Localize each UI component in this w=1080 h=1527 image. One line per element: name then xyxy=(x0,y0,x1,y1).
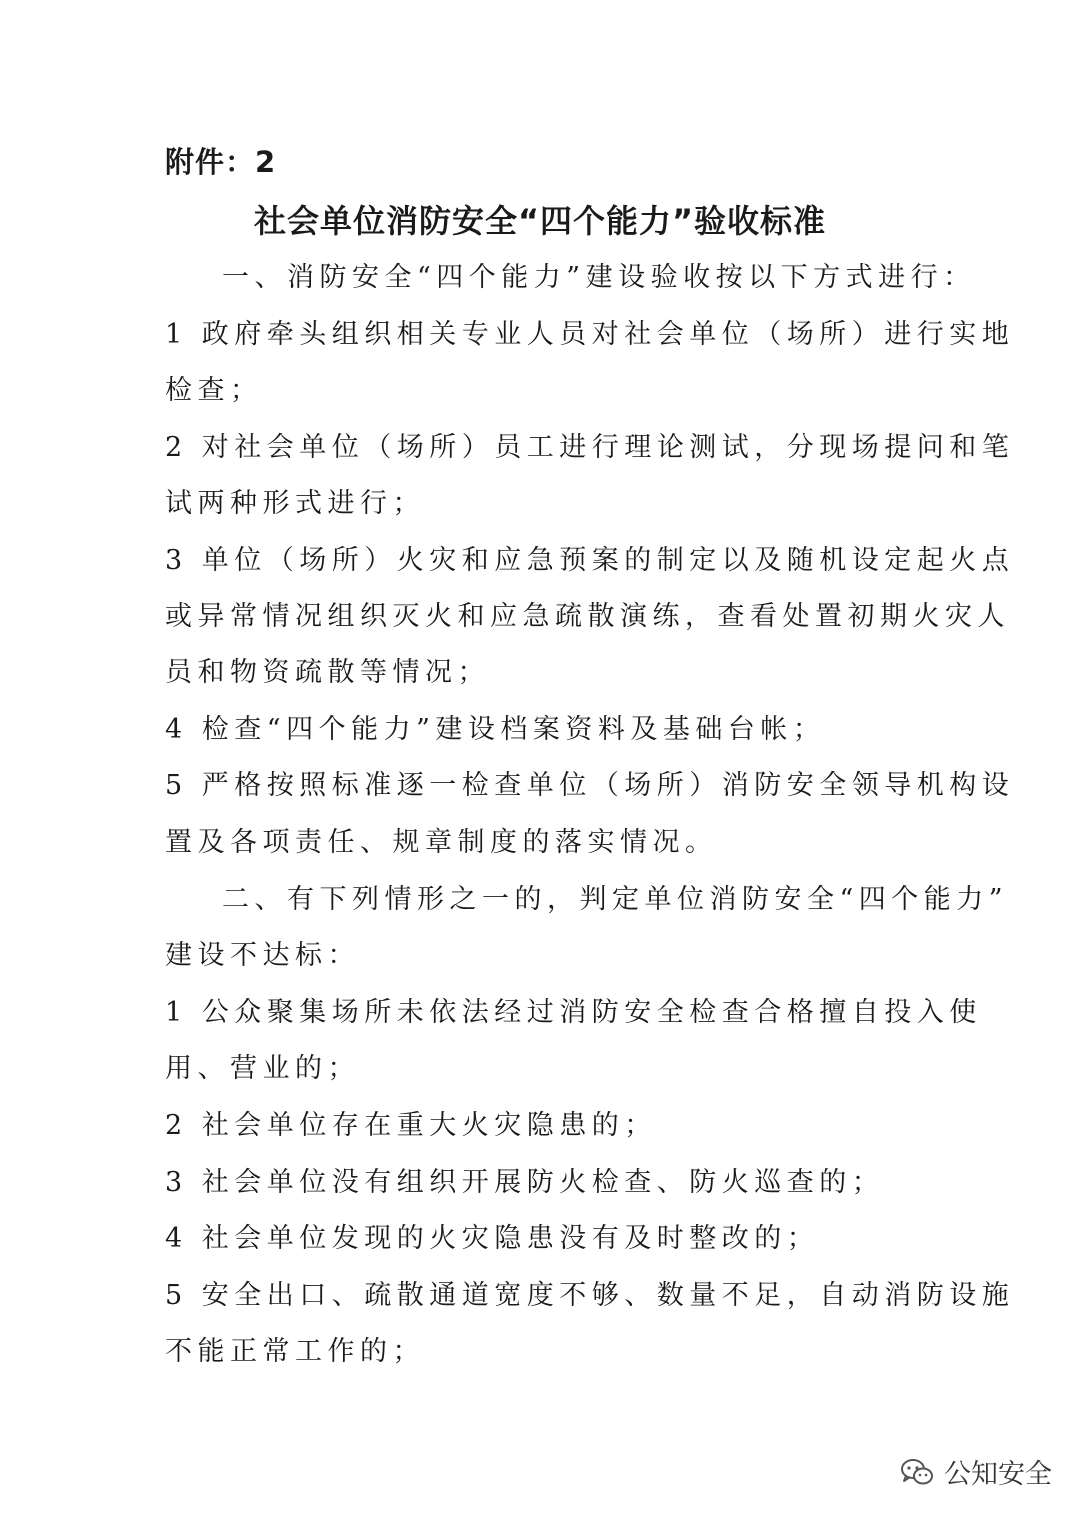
section2-item-1-line2: 用、营业的； xyxy=(165,1053,360,1084)
section2-item-5-line1: 5 安全出口、疏散通道宽度不够、数量不足，自动消防设施 xyxy=(165,1280,1015,1311)
section1-item-3-line2: 或异常情况组织灭火和应急疏散演练，查看处置初期火灾人 xyxy=(165,601,1010,632)
section1-item-3-line3: 员和物资疏散等情况； xyxy=(165,657,490,688)
section1-item-2-line2: 试两种形式进行； xyxy=(165,488,425,519)
section2-heading-line2: 建设不达标： xyxy=(165,940,360,971)
section1-item-5-line1: 5 严格按照标准逐一检查单位（场所）消防安全领导机构设 xyxy=(165,770,1015,801)
section2-item-4-line1: 4 社会单位发现的火灾隐患没有及时整改的； xyxy=(165,1223,820,1254)
section2-item-1-line1: 1 公众聚集场所未依法经过消防安全检查合格擅自投入使 xyxy=(165,997,982,1028)
section2-heading-line1: 二、有下列情形之一的，判定单位消防安全“四个能力” xyxy=(222,884,1009,915)
section1-item-1-line1: 1 政府牵头组织相关专业人员对社会单位（场所）进行实地 xyxy=(165,319,1015,350)
section1-item-3-line1: 3 单位（场所）火灾和应急预案的制定以及随机设定起火点 xyxy=(165,545,1015,576)
watermark xyxy=(900,1452,1052,1491)
page-title: 社会单位消防安全“四个能力”验收标准 xyxy=(253,202,827,240)
section2-item-2-line1: 2 社会单位存在重大火灾隐患的； xyxy=(165,1110,657,1141)
section1-heading: 一、消防安全“四个能力”建设验收按以下方式进行： xyxy=(222,262,976,293)
attachment-label: 附件：2 xyxy=(165,145,277,179)
section2-item-5-line2: 不能正常工作的； xyxy=(165,1336,425,1367)
section1-item-2-line1: 2 对社会单位（场所）员工进行理论测试，分现场提问和笔 xyxy=(165,432,1015,463)
section2-item-3-line1: 3 社会单位没有组织开展防火检查、防火巡查的； xyxy=(165,1167,885,1198)
section1-item-4-line1: 4 检查“四个能力”建设档案资料及基础台帐； xyxy=(165,714,826,745)
watermark-text: 公知安全 xyxy=(944,1459,1052,1490)
section1-item-1-line2: 检查； xyxy=(165,375,263,406)
wechat-icon xyxy=(900,1457,934,1487)
section1-item-5-line2: 置及各项责任、规章制度的落实情况。 xyxy=(165,827,718,858)
